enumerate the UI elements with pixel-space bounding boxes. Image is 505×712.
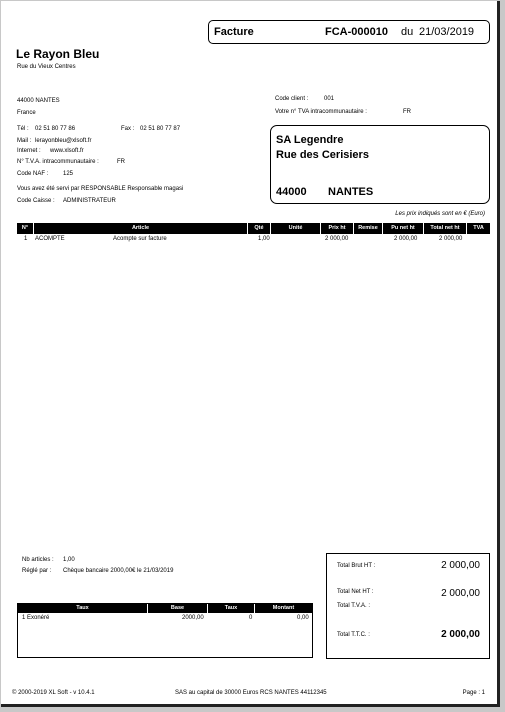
document-type: Facture <box>214 26 254 38</box>
invoice-date: 21/03/2019 <box>419 26 475 38</box>
invoice-number: FCA-000010 <box>325 26 388 38</box>
company-vat: FR <box>117 159 125 165</box>
tax-row <box>18 613 312 622</box>
company-naf: 125 <box>63 171 74 177</box>
col-net-unit: Pu net ht <box>383 223 424 234</box>
total-gross-label: Total Brut HT : <box>337 563 376 569</box>
tax-table-header <box>18 604 312 613</box>
client-street: Rue des Cerisiers <box>276 149 369 161</box>
company-tel-label: Tél : <box>17 126 29 132</box>
row-price: 2 000,00 <box>325 236 349 242</box>
company-street: Rue du Vieux Centres <box>17 64 76 70</box>
tax-row-amount: 0,00 <box>297 615 309 621</box>
tax-col-name: Taux <box>18 604 148 613</box>
served-by: RESPONSABLE Responsable magasi <box>81 186 184 192</box>
col-vat: TVA <box>473 225 484 231</box>
col-num: N° <box>17 223 34 234</box>
row-num: 1 <box>24 236 28 242</box>
total-net: 2 000,00 <box>441 588 480 599</box>
payment-label: Réglé par : <box>22 568 52 574</box>
company-naf-label: Code NAF : <box>17 171 49 177</box>
tax-table <box>17 603 313 658</box>
client-zip: 44000 <box>276 186 307 198</box>
tax-col-amount: Montant <box>272 605 295 611</box>
company-name: Le Rayon Bleu <box>16 47 100 61</box>
client-vat-label: Votre n° TVA intracommunautaire : <box>275 109 367 115</box>
client-vat: FR <box>403 109 411 115</box>
company-fax: 02 51 80 77 87 <box>140 126 181 132</box>
col-price: Prix ht <box>321 223 354 234</box>
client-code-label: Code client : <box>275 96 309 102</box>
row-net-unit: 2 000,00 <box>394 236 418 242</box>
row-article: ACOMPTE <box>35 236 65 242</box>
payment-method: Chèque bancaire 2000,00€ le 21/03/2019 <box>63 568 174 574</box>
invoice-date-prefix: du <box>401 26 414 38</box>
footer-page: Page : 1 <box>462 690 485 696</box>
company-city: 44000 NANTES <box>17 98 60 104</box>
footer-legal: SAS au capital de 30000 Euros RCS NANTES 44112345 <box>175 690 327 696</box>
company-vat-label: N° T.V.A. intracommunautaire : <box>17 159 99 165</box>
tax-row-base: 2000,00 <box>182 615 204 621</box>
row-qty: 1,00 <box>258 236 270 242</box>
row-designation: Acompte sur facture <box>113 236 167 242</box>
cashier: ADMINISTRATEUR <box>63 198 116 204</box>
company-web: www.xlsoft.fr <box>50 148 84 154</box>
items-table-header <box>17 223 490 234</box>
total-tva-label: Total T.V.A. : <box>337 603 371 609</box>
client-name: SA Legendre <box>276 134 344 146</box>
tax-col-rate: Taux <box>208 604 255 613</box>
tax-col-base: Base <box>148 604 208 613</box>
articles-count-label: Nb articles : <box>22 557 54 563</box>
invoice-page <box>1 1 500 707</box>
invoice-header-box <box>208 20 490 44</box>
articles-count: 1,00 <box>63 557 75 563</box>
tax-row-name: 1 Exonéré <box>22 615 50 621</box>
total-net-label: Total Net HT : <box>337 589 374 595</box>
col-unit: Unité <box>271 223 321 234</box>
total-ttc-label: Total T.T.C. : <box>337 632 370 638</box>
total-gross: 2 000,00 <box>441 560 480 571</box>
totals-box <box>326 553 490 659</box>
company-fax-label: Fax : <box>121 126 135 132</box>
client-code: 001 <box>324 96 335 102</box>
total-ttc: 2 000,00 <box>441 629 480 640</box>
col-qty: Qté <box>248 223 271 234</box>
company-mail-label: Mail : <box>17 138 32 144</box>
company-tel: 02 51 80 77 86 <box>35 126 76 132</box>
company-web-label: Internet : <box>17 148 41 154</box>
served-by-label: Vous avez été servi par : <box>17 186 83 192</box>
cashier-label: Code Caisse : <box>17 198 55 204</box>
client-address-box <box>270 125 490 204</box>
col-article: Article <box>34 223 248 234</box>
row-total: 2 000,00 <box>439 236 463 242</box>
footer-copyright: © 2000-2019 XL Soft - v 10.4.1 <box>12 690 95 696</box>
table-row <box>17 236 490 244</box>
client-city: NANTES <box>328 186 374 198</box>
company-country: France <box>17 110 36 116</box>
col-discount: Remise <box>354 223 383 234</box>
tax-row-rate: 0 <box>249 615 253 621</box>
col-total: Total net ht <box>424 223 467 234</box>
currency-note: Les prix indiqués sont en € (Euro) <box>395 211 485 217</box>
company-mail: lerayonbleu@xlsoft.fr <box>35 138 92 144</box>
